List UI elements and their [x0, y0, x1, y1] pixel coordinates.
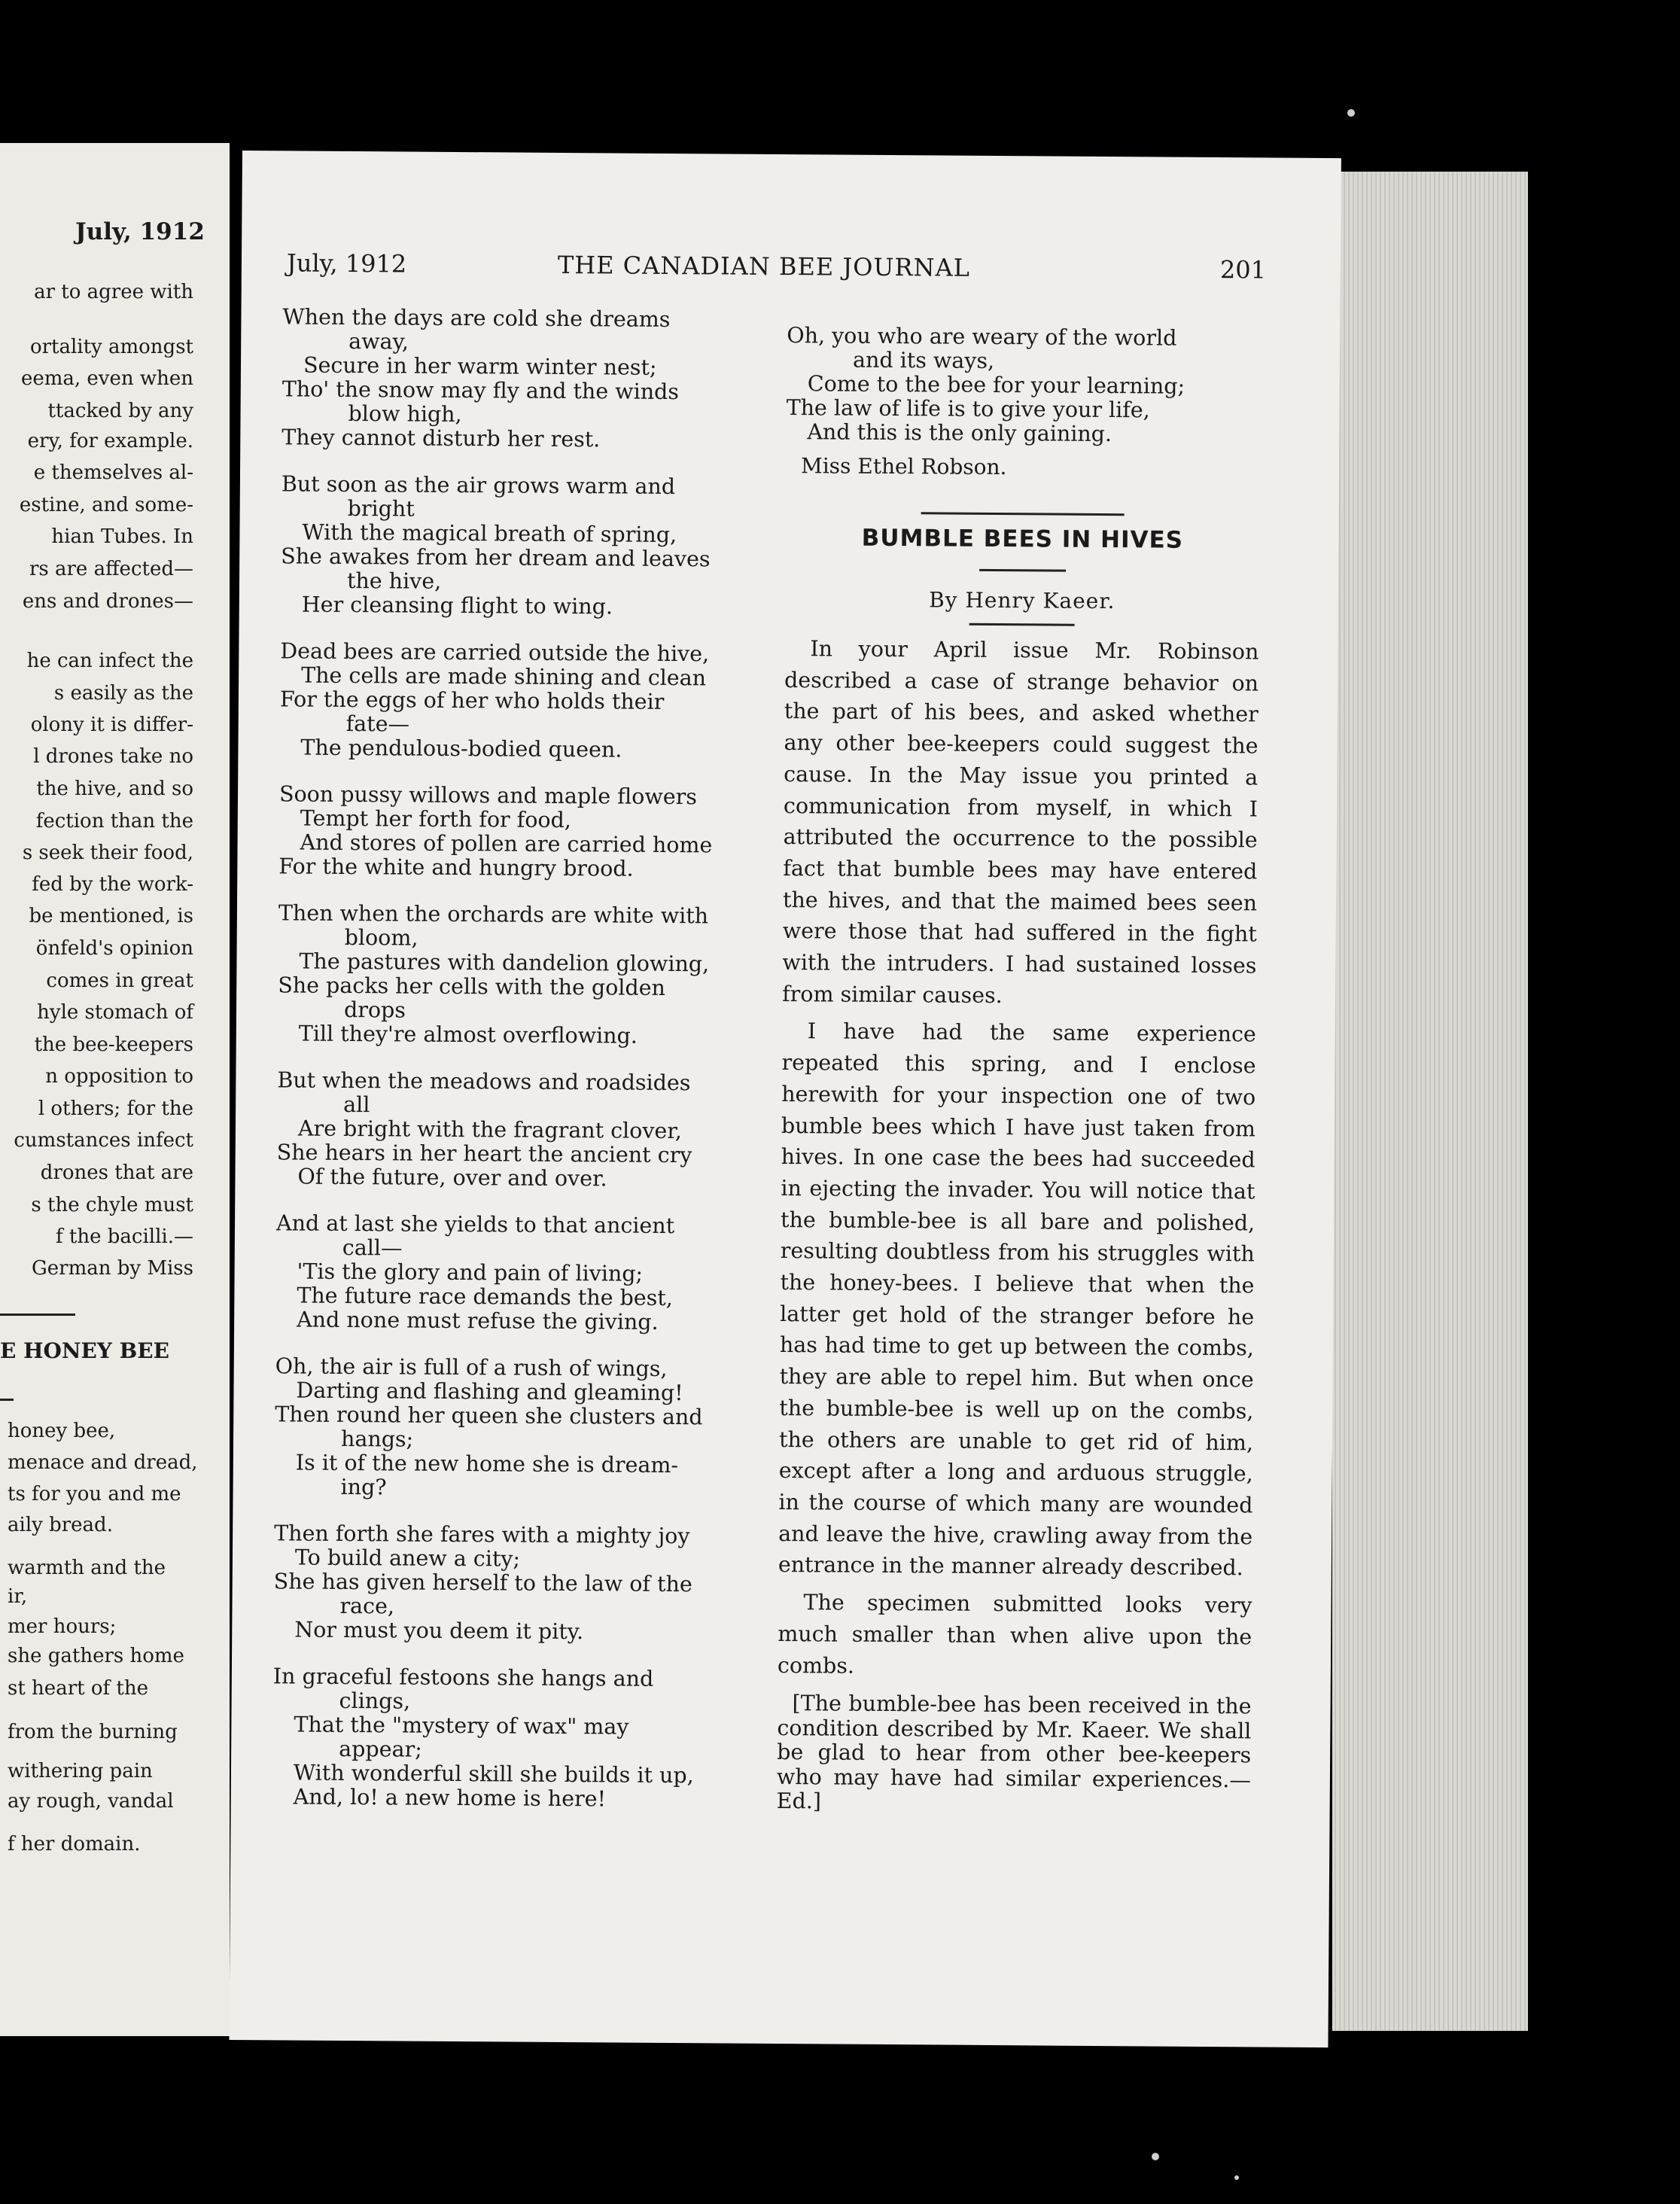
poem-line: Then when the orchards are white with	[278, 900, 709, 929]
poem-line: Her cleansing flight to wing.	[301, 592, 613, 619]
poem-line: Dead bees are carried outside the hive,	[280, 638, 710, 667]
poem-line: Are bright with the fragrant clover,	[297, 1116, 683, 1144]
poem-line: Till they're almost overflowing.	[298, 1021, 638, 1049]
poem-line: blow high,	[348, 400, 462, 428]
poem-line: But soon as the air grows warm and	[281, 471, 676, 500]
poem-line: She awakes from her dream and leaves	[281, 543, 711, 572]
poem-line: But when the meadows and roadsides	[277, 1067, 691, 1096]
poem-line: With the magical breath of spring,	[302, 519, 677, 548]
left-page-line: the hive, and so	[36, 778, 193, 800]
poem-line: call—	[342, 1234, 403, 1261]
poem-line: That the "mystery of wax" may	[294, 1712, 629, 1740]
byline-rule	[969, 623, 1075, 626]
poem-line: the hive,	[346, 568, 442, 594]
poem-line: Oh, the air is full of a rush of wings,	[275, 1353, 668, 1381]
poem-line: Soon pussy willows and maple flowers	[278, 781, 698, 810]
poem-line: drops	[343, 997, 406, 1023]
poem-stanza	[275, 1211, 758, 1335]
poem-line: The law of life is to give your life,	[786, 395, 1150, 423]
section-divider	[921, 512, 1125, 516]
left-page-line: fed by the work-	[32, 873, 193, 896]
poem-stanza	[279, 639, 762, 763]
poem-line: and its ways,	[852, 347, 995, 373]
left-page-line: ens and drones—	[22, 590, 193, 613]
dust-speck	[1152, 2153, 1159, 2160]
poem-column	[272, 305, 764, 1834]
left-page-line: ortality amongst	[29, 336, 193, 358]
left-page-line: withering pain	[8, 1760, 153, 1782]
left-page-line: estine, and some-	[19, 494, 193, 516]
left-page-line: f the bacilli.—	[56, 1225, 193, 1248]
left-page-line: önfeld's opinion	[35, 937, 193, 960]
left-page-line: German by Miss	[32, 1257, 193, 1280]
article-paragraph: I have had the same experience repeated this spring, and I enclose herewith for your inspection one of two bumble bees which I have just taken from hives. In one case the bees had succeeded in ejecting the invader. You will notice that the bumble-bee is all bare and polished, resulting doubtless from his struggles with the honey-bees. I believe that when the latter get hold of the stranger before he has had time to get up between the combs, they are able to repel him. But when once the bumble-bee is well up on the combs, the others are unable to get rid of him, except after a long and arduous struggle, in the course of which many are wounded and leave the hive, crawling away from the entrance in the manner already described.	[778, 1018, 1256, 1581]
poem-line: clings,	[339, 1688, 411, 1714]
poem-line: And, lo! a new home is here!	[293, 1784, 607, 1812]
poem-line: Then forth she fares with a mighty joy	[274, 1521, 690, 1549]
poem-line: Oh, you who are weary of the world	[787, 323, 1177, 351]
poem-line: And at last she yields to that ancient	[275, 1210, 675, 1239]
poem-stanza	[274, 1354, 756, 1502]
left-page-line: l others; for the	[38, 1097, 193, 1120]
poem-stanza	[276, 1068, 759, 1192]
poem-line: For the white and hungry brood.	[278, 854, 634, 881]
title-rule	[979, 569, 1066, 572]
left-page-line: warmth and the	[8, 1557, 166, 1579]
left-page-line: ts for you and me	[8, 1483, 181, 1505]
poem-line: appear;	[339, 1736, 422, 1762]
book-page-edges	[1332, 172, 1528, 2031]
poem-line: When the days are cold she dreams	[282, 304, 671, 332]
poem-final-stanza	[786, 324, 1261, 447]
left-page-line: menace and dread,	[8, 1451, 198, 1474]
poem-line: Darting and flashing and gleaming!	[296, 1378, 683, 1406]
heading-dash	[0, 1399, 14, 1401]
dust-speck	[1347, 109, 1355, 117]
poem-line: Nor must you deem it pity.	[294, 1617, 584, 1645]
left-page-line: ery, for example.	[27, 430, 193, 452]
poem-line: And stores of pollen are carried home	[300, 830, 713, 858]
left-page-line: eema, even when	[20, 367, 193, 390]
left-page-line: l drones take no	[33, 745, 193, 768]
left-page-line: she gathers home	[8, 1645, 184, 1667]
poem-stanza	[278, 901, 760, 1049]
left-page-line: aily bread.	[8, 1514, 113, 1536]
poem-author: Miss Ethel Robson.	[800, 453, 1007, 480]
section-divider	[0, 1314, 75, 1316]
poem-stanza	[273, 1521, 756, 1645]
poem-line: In graceful festoons she hangs and	[272, 1664, 654, 1691]
left-page-line: f her domain.	[8, 1833, 141, 1855]
poem-line: ing?	[340, 1474, 387, 1500]
journal-title: THE CANADIAN BEE JOURNAL	[557, 250, 971, 282]
left-page-line: s the chyle must	[31, 1194, 193, 1216]
left-page-line: st heart of the	[8, 1677, 148, 1700]
left-page-line: olony it is differ-	[30, 714, 193, 736]
poem-stanza	[272, 1664, 755, 1812]
left-page-line: be mentioned, is	[29, 905, 193, 927]
poem-line: Tho' the snow may fly and the winds	[282, 376, 680, 405]
left-page-line: fection than the	[35, 810, 193, 833]
poem-line: Is it of the new home she is dream-	[295, 1450, 679, 1478]
poem-line: race,	[339, 1593, 395, 1619]
poem-stanza	[282, 305, 764, 452]
poem-line: bright	[347, 495, 415, 522]
poem-line: Of the future, over and over.	[297, 1164, 607, 1192]
left-page-line: ay rough, vandal	[8, 1790, 174, 1813]
poem-line: The pastures with dandelion glowing,	[299, 948, 710, 977]
poem-line: The cells are made shining and clean	[301, 662, 707, 691]
left-page-heading: E HONEY BEE	[0, 1338, 169, 1363]
left-page-line: e themselves al-	[33, 461, 193, 484]
left-page-line: mer hours;	[8, 1615, 117, 1638]
poem-line: away,	[348, 328, 409, 355]
poem-line: To build anew a city;	[294, 1545, 521, 1572]
poem-line: For the eggs of her who holds their	[279, 686, 665, 714]
article-title: BUMBLE BEES IN HIVES	[861, 524, 1184, 554]
article-byline: By Henry Kaeer.	[929, 587, 1115, 614]
poem-line: The future race demands the best,	[297, 1283, 673, 1311]
left-page-line: hian Tubes. In	[51, 525, 193, 548]
poem-line: Secure in her warm winter nest;	[303, 352, 657, 380]
poem-stanza	[278, 782, 761, 881]
poem-line: She hears in her heart the ancient cry	[276, 1140, 692, 1168]
left-page-line: honey bee,	[8, 1420, 116, 1442]
poem-line: And none must refuse the giving.	[297, 1307, 659, 1335]
left-page-line: from the burning	[8, 1721, 178, 1743]
left-page-line: rs are affected—	[29, 558, 193, 580]
poem-stanza	[281, 472, 763, 619]
left-page-line: ar to agree with	[34, 281, 193, 303]
poem-line: Then round her queen she clusters and	[275, 1402, 703, 1430]
left-page-line: hyle stomach of	[37, 1001, 193, 1024]
right-column	[777, 324, 1262, 1817]
poem-line: And this is the only gaining.	[807, 419, 1112, 447]
poem-line: bloom,	[344, 924, 418, 951]
poem-line: With wonderful skill she builds it up,	[293, 1760, 694, 1788]
left-page-line: drones that are	[40, 1161, 193, 1184]
left-page-line: s easily as the	[53, 682, 193, 705]
poem-line: all	[343, 1091, 370, 1118]
article-paragraph: The specimen submitted looks very much smaller than when alive upon the combs.	[777, 1590, 1252, 1679]
left-page-line: he can infect the	[26, 650, 193, 672]
left-page-header: July, 1912	[75, 218, 205, 245]
left-page-line: ttacked by any	[47, 400, 193, 422]
poem-line: She has given herself to the law of the	[273, 1569, 692, 1597]
left-page-line: cumstances infect	[14, 1129, 193, 1152]
article-paragraph: In your April issue Mr. Robinson described a case of strange behavior on the part of his bees, and asked whether any other bee-keepers could suggest the cause. In the May issue you printed a communication from myself, in which I attributed the occurrence to the possible fact that bumble bees may have entered the hives, and that the maimed bees seen were those that had suffered in the fight with the intruders. I had sustained losses from similar causes.	[782, 636, 1259, 1008]
poem-line: Tempt her forth for food,	[300, 805, 572, 833]
left-page-line: s seek their food,	[22, 842, 193, 864]
poem-line: 'Tis the glory and pain of living;	[297, 1259, 644, 1286]
left-page-line: the bee-keepers	[34, 1034, 193, 1056]
journal-page	[229, 151, 1341, 2047]
poem-line: She packs her cells with the golden	[278, 973, 666, 1000]
poem-line: They cannot disturb her rest.	[282, 425, 601, 452]
editor-note: [The bumble-bee has been received in the condition described by Mr. Kaeer. We shall be glad to hear from other bee-keepers who may have had similar experiences.—Ed.]	[776, 1691, 1252, 1814]
left-page-line: n opposition to	[45, 1065, 193, 1088]
left-page-line: comes in great	[46, 970, 193, 992]
page-number: 201	[1219, 255, 1267, 285]
previous-page	[0, 143, 230, 2036]
dust-speck	[1234, 2175, 1239, 2180]
left-page-line: ir,	[8, 1585, 28, 1608]
poem-line: Come to the bee for your learning;	[807, 371, 1185, 399]
poem-line: fate—	[345, 711, 410, 737]
poem-line: The pendulous-bodied queen.	[300, 735, 622, 763]
header-date: July, 1912	[286, 248, 407, 279]
poem-line: hangs;	[340, 1426, 414, 1452]
